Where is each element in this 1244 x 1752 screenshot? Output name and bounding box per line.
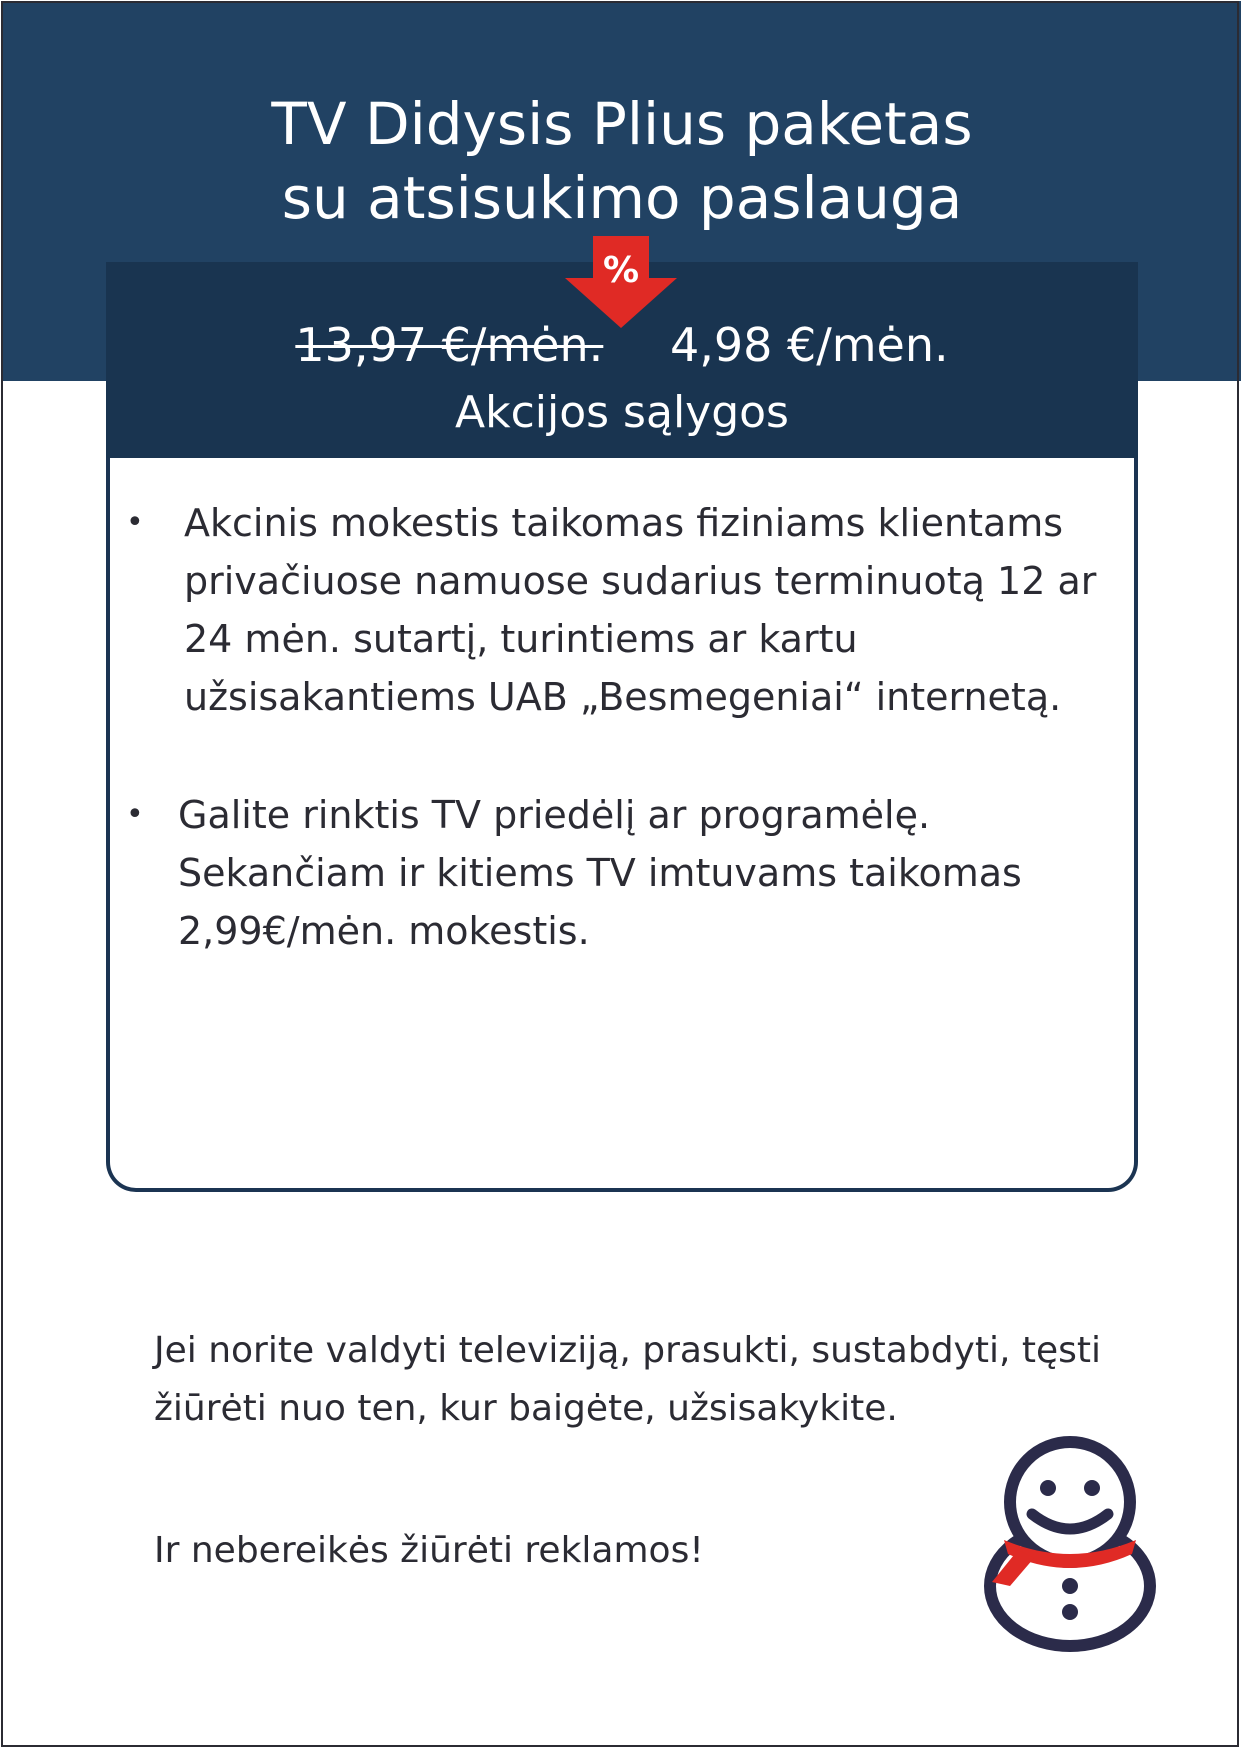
bullet-icon: •: [126, 505, 144, 540]
condition-text: Galite rinktis TV priedėlį ar programėlę. Sekančiam ir kitiems TV imtuvams taikomas 2,99€/mėn. mokestis.: [178, 793, 1022, 953]
discount-badge-label: %: [602, 250, 640, 291]
title-line-2: su atsisukimo paslauga: [281, 163, 963, 232]
new-price: 4,98 €/mėn.: [669, 318, 949, 372]
bullet-icon: •: [126, 797, 144, 832]
title-line-1: TV Didysis Plius paketas: [271, 89, 973, 158]
page-border: [1, 1, 1239, 1747]
tagline: Ir nebereikės žiūrėti reklamos!: [154, 1530, 704, 1571]
old-price: 13,97 €/mėn.: [295, 318, 604, 372]
description-paragraph: Jei norite valdyti televiziją, prasukti, sustabdyti, tęsti žiūrėti nuo ten, kur baigėte, užsisakykite.: [154, 1330, 1102, 1429]
conditions-label: Akcijos sąlygos: [455, 387, 789, 438]
condition-text: Akcinis mokestis taikomas fiziniams klientams privačiuose namuose sudarius terminuotą 12 ar 24 mėn. sutartį, turintiems ar kartu užsisakantiems UAB „Besmegeniai“ internetą.: [184, 501, 1097, 719]
